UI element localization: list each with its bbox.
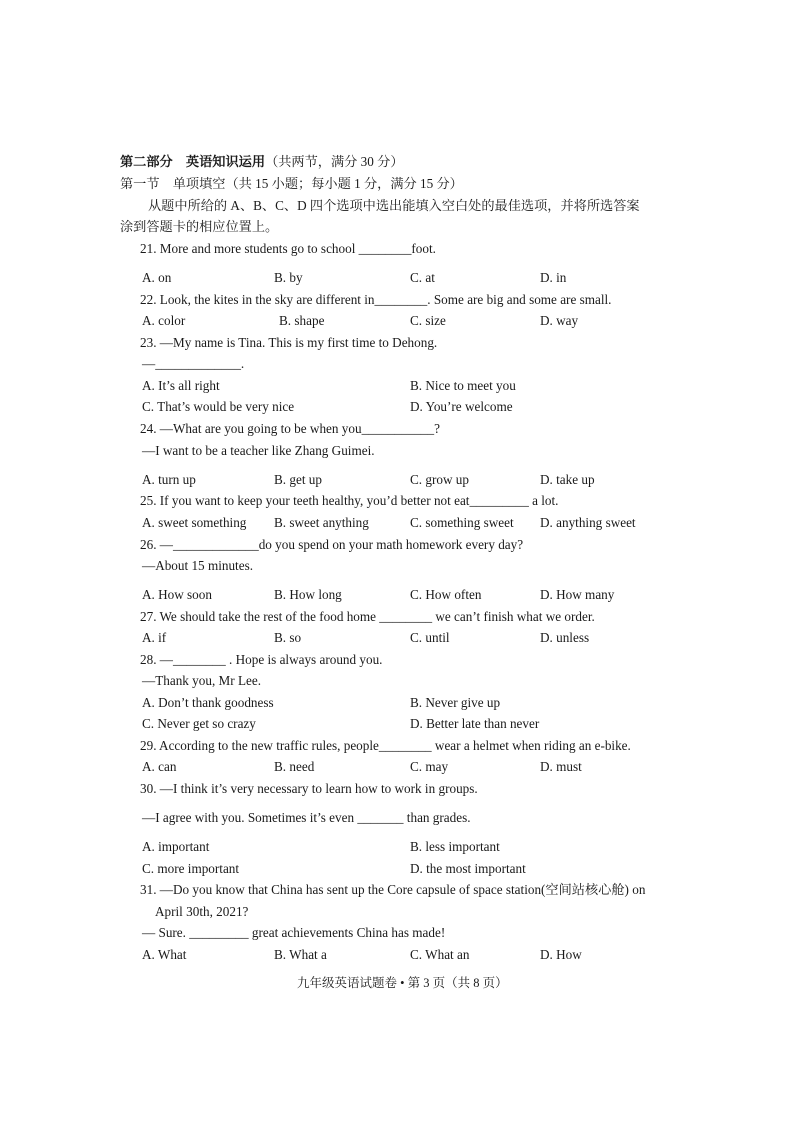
q31-option-c: C. What an xyxy=(410,947,470,962)
q21-option-d: D. in xyxy=(540,270,567,285)
q28-option-a: A. Don’t thank goodness xyxy=(142,695,274,710)
q29-option-c: C. may xyxy=(410,759,449,774)
q30-option-b: B. less important xyxy=(410,839,500,854)
q30-stem: 30. —I think it’s very necessary to learn how to work in groups. xyxy=(140,781,478,796)
q21-option-c: C. at xyxy=(410,270,435,285)
q28-option-d: D. Better late than never xyxy=(410,716,540,731)
q31-option-a: A. What xyxy=(142,947,187,962)
q22-stem: 22. Look, the kites in the sky are different in________. Some are big and some are small. xyxy=(140,292,612,307)
section-subtitle: 第一节 单项填空（共 15 小题；每小题 1 分，满分 15 分） xyxy=(120,176,463,191)
q31-stem: 31. —Do you know that China has sent up the Core capsule of space station(空间站核心舱) on xyxy=(140,882,646,897)
q26-option-c: C. How often xyxy=(410,587,482,602)
q21-option-b: B. by xyxy=(274,270,303,285)
q30-option-c: C. more important xyxy=(142,861,240,876)
page-footer: 九年级英语试题卷 • 第 3 页（共 8 页） xyxy=(297,976,508,990)
q23-option-c: C. That’s would be very nice xyxy=(142,399,295,414)
q22-option-c: C. size xyxy=(410,313,446,328)
q25-stem: 25. If you want to keep your teeth healthy, you’d better not eat_________ a lot. xyxy=(140,493,559,508)
q31-option-d: D. How xyxy=(540,947,582,962)
q31-option-b: B. What a xyxy=(274,947,327,962)
q27-option-d: D. unless xyxy=(540,630,590,645)
q27-option-b: B. so xyxy=(274,630,302,645)
q30-option-a: A. important xyxy=(142,839,210,854)
q27-stem: 27. We should take the rest of the food home ________ we can’t finish what we order. xyxy=(140,609,595,624)
q28-response: —Thank you, Mr Lee. xyxy=(142,673,262,688)
section-title: 第二部分 英语知识运用（共两节，满分 30 分） xyxy=(120,154,404,169)
instruction-line-1: 从题中所给的 A、B、C、D 四个选项中选出能填入空白处的最佳选项，并将所选答案 xyxy=(148,198,640,213)
q24-response: —I want to be a teacher like Zhang Guimei. xyxy=(142,443,375,458)
q22-option-d: D. way xyxy=(540,313,579,328)
q25-option-c: C. something sweet xyxy=(410,515,514,530)
q30-response: —I agree with you. Sometimes it’s even _______ than grades. xyxy=(142,810,471,825)
q24-stem: 24. —What are you going to be when you___________? xyxy=(140,421,440,436)
q22-option-b: B. shape xyxy=(279,313,325,328)
q23-option-b: B. Nice to meet you xyxy=(410,378,516,393)
q25-option-a: A. sweet something xyxy=(142,515,247,530)
q27-option-c: C. until xyxy=(410,630,450,645)
q23-stem: 23. —My name is Tina. This is my first time to Dehong. xyxy=(140,335,438,350)
q26-option-b: B. How long xyxy=(274,587,342,602)
q26-option-d: D. How many xyxy=(540,587,615,602)
q29-stem: 29. According to the new traffic rules, people________ wear a helmet when riding an e-bike. xyxy=(140,738,631,753)
q23-option-d: D. You’re welcome xyxy=(410,399,513,414)
q21-stem: 21. More and more students go to school ________foot. xyxy=(140,241,436,256)
q27-option-a: A. if xyxy=(142,630,167,645)
q30-option-d: D. the most important xyxy=(410,861,526,876)
q26-option-a: A. How soon xyxy=(142,587,212,602)
q23-response: —_____________. xyxy=(142,356,245,371)
q29-option-a: A. can xyxy=(142,759,177,774)
q24-option-b: B. get up xyxy=(274,472,322,487)
q28-option-b: B. Never give up xyxy=(410,695,501,710)
instruction-line-2: 涂到答题卡的相应位置上。 xyxy=(120,219,279,234)
q26-response: —About 15 minutes. xyxy=(142,558,253,573)
q24-option-c: C. grow up xyxy=(410,472,469,487)
q29-option-d: D. must xyxy=(540,759,582,774)
q31-stem-continued: April 30th, 2021? xyxy=(155,904,249,919)
q28-stem: 28. —________ . Hope is always around you. xyxy=(140,652,383,667)
q23-option-a: A. It’s all right xyxy=(142,378,220,393)
q29-option-b: B. need xyxy=(274,759,315,774)
q28-option-c: C. Never get so crazy xyxy=(142,716,256,731)
q24-option-a: A. turn up xyxy=(142,472,196,487)
q25-option-b: B. sweet anything xyxy=(274,515,369,530)
q21-option-a: A. on xyxy=(142,270,172,285)
q25-option-d: D. anything sweet xyxy=(540,515,636,530)
q31-response: — Sure. _________ great achievements China has made! xyxy=(142,925,446,940)
q22-option-a: A. color xyxy=(142,313,186,328)
q26-stem: 26. —_____________do you spend on your math homework every day? xyxy=(140,537,524,552)
q24-option-d: D. take up xyxy=(540,472,595,487)
